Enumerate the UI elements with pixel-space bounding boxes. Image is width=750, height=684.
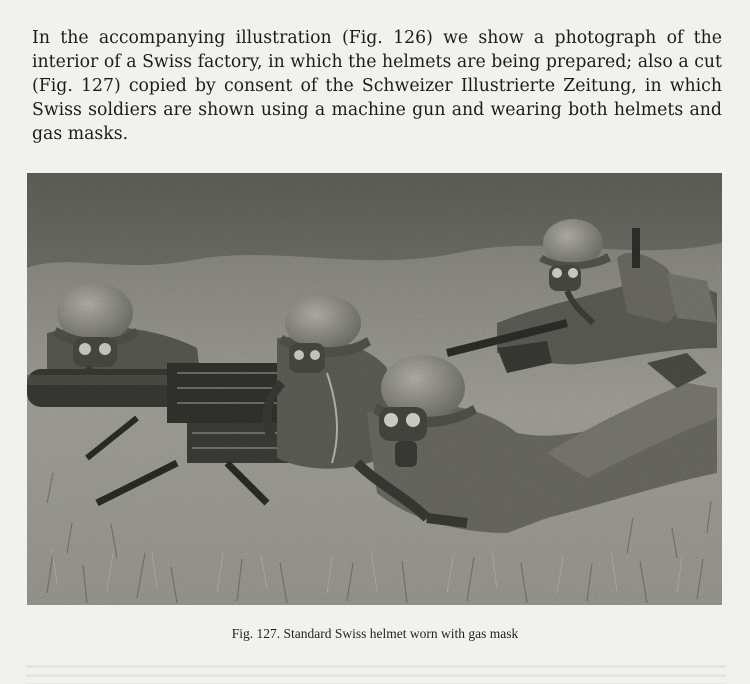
body-paragraph: In the accompanying illustration (Fig. 126) we show a photograph of the interior of a Swiss factory, in which the helmets are being prepared; also a cut (Fig. 127) copied by consent of the Schweizer Illustrierte Zeitung, in which Swiss soldiers are shown using a machine gun and wearing both helmets and gas masks. [32,28,722,145]
bleed-through-text [26,660,726,684]
figure-caption: Fig. 127. Standard Swiss helmet worn with gas mask [231,626,519,641]
soldiers-with-machine-gun-photo [27,173,722,605]
